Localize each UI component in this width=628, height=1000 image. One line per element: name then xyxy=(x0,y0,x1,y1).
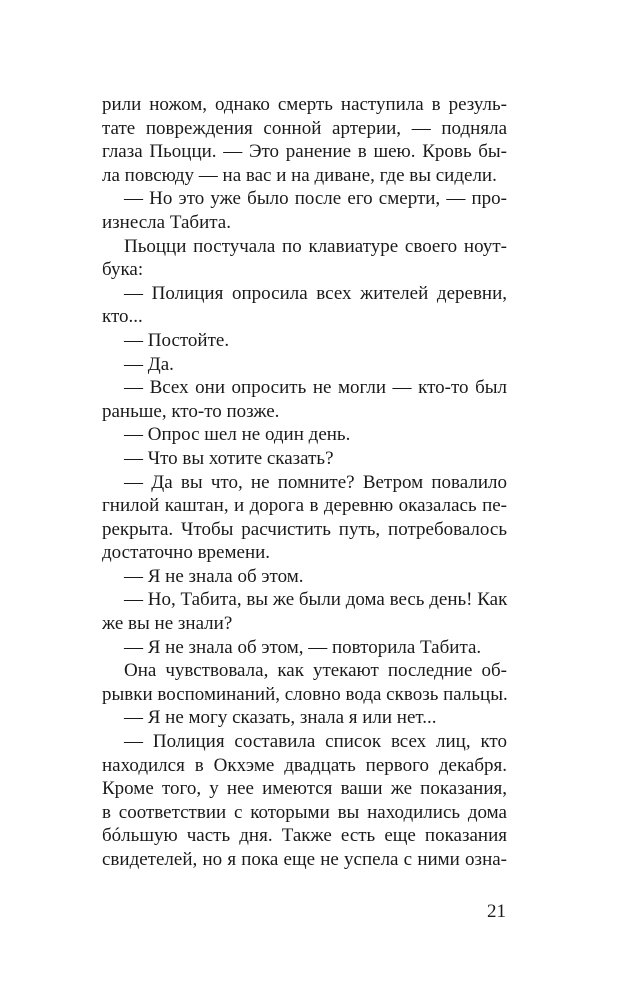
body-text xyxy=(102,93,507,872)
text-line: рекрыта. Чтобы расчистить путь, потребовалось xyxy=(102,518,507,540)
text-line: Пьоцци постучала по клавиатуре своего ноут- xyxy=(124,235,507,257)
text-line: находился в Окхэме двадцать первого декабря. xyxy=(102,754,507,776)
text-line: в соответствии с которыми вы находились дома xyxy=(102,801,507,823)
text-line: Кроме того, у нее имеются ваши же показания, xyxy=(102,778,507,800)
text-line: — Да вы что, не помните? Ветром повалило xyxy=(124,471,507,493)
text-line: рывки воспоминаний, словно вода сквозь пальцы. xyxy=(102,683,508,705)
text-line: же вы не знали? xyxy=(102,613,233,635)
text-line: гнилой каштан, и дорога в деревню оказалась пе- xyxy=(102,495,507,517)
text-line: — Полиция составила список всех лиц, кто xyxy=(124,731,507,753)
text-line: — Я не могу сказать, знала я или нет... xyxy=(124,707,437,729)
page-number: 21 xyxy=(487,901,506,922)
text-line: Она чувствовала, как утекают последние об- xyxy=(124,660,507,682)
text-line: ла повсюду — на вас и на диване, где вы сидели. xyxy=(102,164,497,186)
text-line: кто... xyxy=(102,306,143,328)
text-line: достаточно времени. xyxy=(102,542,271,564)
text-line: — Всех они опросить не могли — кто-то был xyxy=(124,377,507,399)
text-line: бóльшую часть дня. Также есть еще показания xyxy=(102,825,507,847)
text-line: свидетелей, но я пока еще не успела с ними озна- xyxy=(102,849,507,870)
text-line: бука: xyxy=(102,259,144,281)
text-line: — Да. xyxy=(124,353,174,375)
text-line: — Я не знала об этом, — повторила Табита. xyxy=(124,636,482,658)
text-line: рили ножом, однако смерть наступила в резуль- xyxy=(102,94,507,115)
text-line: изнесла Табита. xyxy=(102,211,231,233)
text-line: — Но это уже было после его смерти, — про- xyxy=(124,188,507,210)
text-line: глаза Пьоцци. — Это ранение в шею. Кровь бы- xyxy=(102,141,507,163)
text-line: — Я не знала об этом. xyxy=(124,565,304,587)
text-line: — Полиция опросила всех жителей деревни, xyxy=(124,282,507,304)
text-line: — Но, Табита, вы же были дома весь день! Как xyxy=(124,589,508,611)
text-line: — Что вы хотите сказать? xyxy=(124,447,334,469)
text-line: — Постойте. xyxy=(124,329,230,351)
text-line: раньше, кто-то позже. xyxy=(102,400,280,422)
text-line: тате повреждения сонной артерии, — подняла xyxy=(102,117,507,139)
text-line: — Опрос шел не один день. xyxy=(124,424,351,446)
